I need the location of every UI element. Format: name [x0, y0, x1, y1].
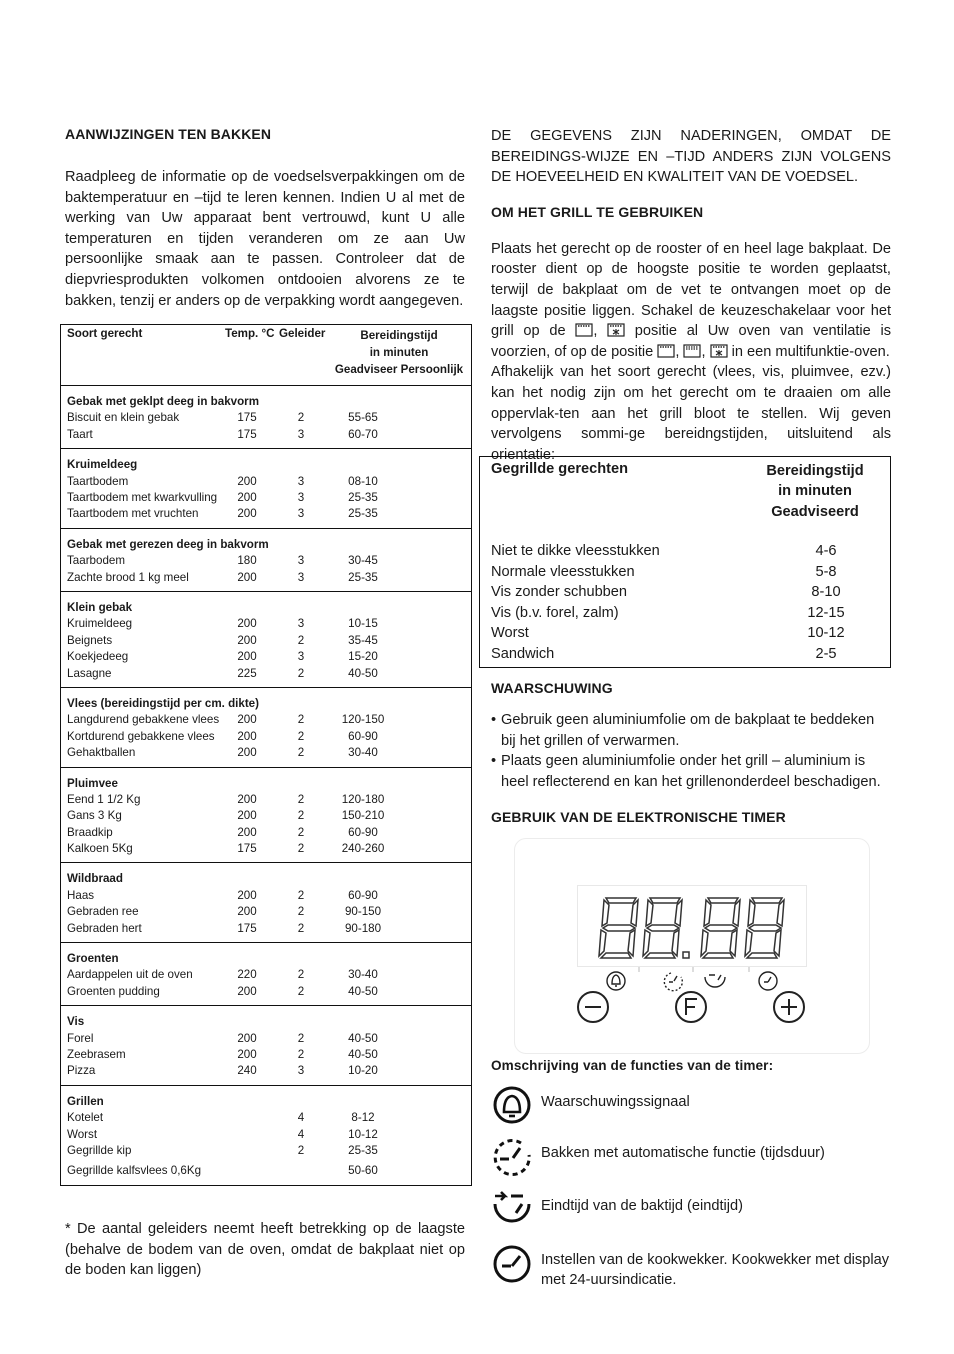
cell-temp: 180 — [237, 554, 257, 568]
minute-minder-icon — [491, 1244, 533, 1284]
function-text-bell: Waarschuwingssignaal — [541, 1094, 690, 1110]
cell-temp: 200 — [237, 713, 257, 727]
table-row — [61, 1031, 471, 1047]
grill-text-c: in een multifunktie-oven. — [731, 343, 890, 360]
cell-dish: Taartbodem — [67, 474, 129, 488]
timer-display — [577, 885, 807, 967]
cell-geleider: 3 — [297, 427, 305, 441]
grill-time: 8-10 — [811, 584, 841, 600]
header-geleider: Geleider — [279, 327, 326, 340]
cell-dish: Kotelet — [67, 1111, 104, 1125]
grill-dish: Niet te dikke vleesstukken — [491, 543, 660, 559]
baking-table — [60, 324, 472, 1186]
cell-temp: 200 — [237, 1048, 257, 1062]
cell-geleider: 3 — [297, 617, 305, 631]
table-row — [61, 745, 471, 761]
cell-temp: 200 — [237, 792, 257, 806]
baking-heading: AANWIJZINGEN TEN BAKKEN — [65, 126, 272, 142]
cell-dish: Gebraden hert — [67, 921, 142, 935]
group-title: Gebak met gerezen deeg in bakvorm — [67, 537, 269, 551]
cell-geleider: 2 — [297, 729, 305, 743]
table-row — [61, 841, 471, 857]
group-title: Groenten — [67, 952, 119, 966]
cell-geleider: 2 — [297, 1031, 305, 1045]
cell-temp: 200 — [237, 617, 257, 631]
cell-temp: 200 — [237, 650, 257, 664]
header-soort: Soort gerecht — [67, 327, 143, 340]
cell-dish: Zeebrasem — [67, 1048, 126, 1062]
cell-dish: Gegrillde kalfsvlees 0,6Kg — [67, 1164, 202, 1178]
grill-time: 10-12 — [807, 625, 845, 641]
cell-dish: Kalkoen 5Kg — [67, 842, 133, 856]
cell-temp: 240 — [237, 1064, 257, 1078]
cell-temp: 200 — [237, 905, 257, 919]
cell-dish: Aardappelen uit de oven — [67, 968, 193, 982]
grill-paragraph-2: Afhakelijk van het soort gerecht (vlees, vis, pluimvee, ezv.) kan het nodig zijn om het gerecht om te draaien om alle oppervlak-ten aan het grill bloot te stellen. Wij geven vervolgens sommi-ge bereidngstijden, uitsluitend als orientatie: — [491, 364, 891, 463]
warning-heading: WAARSCHUWING — [491, 680, 613, 696]
cell-time: 240-260 — [341, 842, 385, 856]
cell-time: 120-180 — [341, 792, 385, 806]
cell-time: 60-90 — [348, 729, 378, 743]
right-column — [491, 126, 891, 465]
cell-geleider: 2 — [297, 825, 305, 839]
table-group — [61, 591, 471, 687]
table-row — [61, 712, 471, 728]
table-group — [61, 1005, 471, 1085]
function-text-minute-minder: Instellen van de kookwekker. Kookwekker met display met 24-uursindicatie. — [541, 1252, 889, 1289]
cell-geleider: 2 — [297, 809, 305, 823]
baking-table-header — [61, 325, 471, 386]
grill-rows — [491, 541, 881, 664]
plus-button[interactable] — [771, 989, 807, 1025]
cell-temp: 200 — [237, 825, 257, 839]
table-row — [61, 427, 471, 443]
cell-temp: 175 — [237, 842, 257, 856]
double-grill-icon — [683, 344, 701, 358]
left-column — [65, 126, 465, 311]
cell-geleider: 4 — [297, 1127, 305, 1141]
group-title: Vis — [67, 1015, 85, 1029]
cell-time: 150-210 — [341, 809, 385, 823]
baking-groups — [61, 386, 471, 1185]
cell-temp: 200 — [237, 984, 257, 998]
table-row — [61, 506, 471, 522]
cell-time: 25-35 — [348, 507, 378, 521]
grill-row — [491, 623, 881, 644]
group-title: Klein gebak — [67, 600, 133, 614]
minus-button[interactable] — [575, 989, 611, 1025]
cell-geleider: 2 — [297, 792, 305, 806]
grill-icon-2 — [657, 344, 675, 358]
cell-temp: 200 — [237, 570, 257, 584]
grill-header-time-1: Bereidingstijd — [766, 463, 864, 479]
grill-header-time-3: Geadviseerd — [771, 503, 859, 520]
grill-header-dish: Gegrillde gerechten — [491, 461, 629, 477]
table-row — [61, 570, 471, 586]
grill-dish: Vis zonder schubben — [491, 584, 628, 600]
table-group — [61, 1085, 471, 1185]
cell-geleider: 2 — [297, 1048, 305, 1062]
cell-time: 08-10 — [348, 474, 378, 488]
table-row — [61, 1063, 471, 1079]
grill-paragraph: Plaats het gerecht op de rooster of en heel lage bakplaat. De rooster dient op de hoogste positie te worden geplaatst, terwijl de bakplaat om de vet te ontvangen moet op de laagste positie liggen. Schakel de keuzeschakelaar voor het grill op de , positie al Uw oven van ventilatie is voorzien, of op de positie , , in een multifunktie-oven. Afhakelijk van het soort gerecht (vlees, vis, pluimvee, ezv.) kan het nodig zijn om het gerecht om te draaien om alle oppervlak-ten aan het grill bloot te stellen. Wij geven vervolgens sommi-ge bereidngstijden, uitsluitend als orientatie: — [491, 239, 891, 466]
cell-geleider: 3 — [297, 1064, 305, 1078]
cell-geleider: 2 — [297, 713, 305, 727]
cell-geleider: 2 — [297, 968, 305, 982]
cell-geleider: 2 — [297, 666, 305, 680]
group-title: Pluimvee — [67, 776, 118, 790]
cell-dish: Gehaktballen — [67, 746, 136, 760]
grill-time: 5-8 — [815, 563, 837, 580]
timer-heading: GEBRUIK VAN DE ELEKTRONISCHE TIMER — [491, 809, 786, 825]
grill-icon — [575, 323, 593, 337]
cell-temp: 200 — [237, 474, 257, 488]
cell-geleider: 2 — [297, 411, 305, 425]
cell-dish: Koekjedeeg — [67, 650, 129, 664]
group-title: Vlees (bereidingstijd per cm. dikte) — [67, 696, 259, 710]
table-row — [61, 1127, 471, 1143]
table-row — [61, 616, 471, 632]
cell-temp: 175 — [237, 411, 257, 425]
cell-temp: 200 — [237, 1031, 257, 1045]
table-group — [61, 862, 471, 942]
group-title: Gebak met geklpt deeg in bakvorm — [67, 395, 259, 408]
table-row — [61, 490, 471, 506]
cell-geleider: 3 — [297, 570, 305, 584]
table-row — [61, 649, 471, 665]
bell-icon — [491, 1086, 533, 1126]
grill-text-b: positie al Uw oven van ventilatie is voorzien, of op de positie — [491, 323, 891, 360]
table-row — [61, 825, 471, 841]
cell-dish: Taarbodem — [67, 554, 126, 568]
header-temp: Temp. °C — [225, 327, 275, 340]
grill-row — [491, 541, 881, 562]
cell-time: 40-50 — [348, 666, 378, 680]
group-title: Grillen — [67, 1094, 104, 1108]
cell-time: 40-50 — [348, 984, 378, 998]
grill-table — [479, 456, 891, 668]
cell-time: 60-90 — [348, 825, 378, 839]
cell-time: 10-20 — [348, 1064, 378, 1078]
grill-text-a: Plaats het gerecht op de rooster of en heel lage bakplaat. De rooster dient op de hoogste positie te worden geplaatst, terwijl de bakplaat om de vet te ontvangen moet op de laagste positie liggen. Schakel de keuzeschakelaar voor het grill op de — [491, 240, 891, 340]
cell-geleider: 3 — [297, 650, 305, 664]
cell-dish: Haas — [67, 888, 95, 902]
cell-dish: Lasagne — [67, 666, 112, 680]
table-row — [61, 1143, 471, 1159]
header-tijd-line1: Bereidingstijd — [360, 329, 438, 342]
cell-dish: Zachte brood 1 kg meel — [67, 570, 189, 584]
header-tijd — [329, 327, 469, 378]
cell-temp: 200 — [237, 633, 257, 647]
header-tijd-line2: in minuten — [369, 346, 429, 359]
cell-geleider: 2 — [297, 905, 305, 919]
table-row — [61, 1047, 471, 1063]
grill-row — [491, 603, 881, 624]
cell-time: 40-50 — [348, 1048, 378, 1062]
cell-geleider: 2 — [297, 984, 305, 998]
cell-time: 50-60 — [348, 1164, 378, 1178]
timer-panel — [514, 838, 870, 1054]
cell-dish: Kortdurend gebakkene vlees — [67, 729, 215, 743]
cell-dish: Gegrillde kip — [67, 1144, 132, 1157]
cell-time: 90-150 — [344, 905, 382, 919]
cell-time: 120-150 — [341, 713, 385, 727]
cell-dish: Kruimeldeeg — [67, 617, 133, 631]
cell-dish: Worst — [67, 1127, 98, 1141]
cell-time: 8-12 — [351, 1111, 375, 1125]
grill-dish: Worst — [491, 625, 529, 641]
grill-dish: Normale vleesstukken — [491, 563, 635, 580]
cell-temp: 200 — [237, 507, 257, 521]
table-row — [61, 792, 471, 808]
cell-dish: Forel — [67, 1031, 94, 1045]
grill-dish: Vis (b.v. forel, zalm) — [491, 604, 619, 621]
grill-row — [491, 644, 881, 665]
header-tijd-line3: Geadviseer Persoonlijk — [334, 363, 464, 376]
grill-time: 2-5 — [815, 645, 837, 662]
cell-temp: 200 — [237, 729, 257, 743]
cell-temp: 200 — [237, 888, 257, 902]
cell-dish: Pizza — [67, 1064, 96, 1078]
cell-geleider: 3 — [297, 507, 305, 521]
functions-heading: Omschrijving van de functies van de timer: — [491, 1058, 774, 1073]
timer-functions — [491, 1058, 891, 1289]
cell-time: 60-90 — [348, 888, 378, 902]
table-row — [61, 633, 471, 649]
cell-geleider: 2 — [297, 888, 305, 902]
group-title: Kruimeldeeg — [67, 458, 138, 472]
grill-header-time — [740, 461, 890, 522]
cell-dish: Langdurend gebakkene vlees — [67, 713, 220, 727]
grill-heading: OM HET GRILL TE GEBRUIKEN — [491, 203, 704, 220]
cell-dish: Taartbodem met kwarkvulling — [67, 490, 218, 504]
cell-time: 10-15 — [348, 617, 378, 631]
cell-time: 40-50 — [348, 1031, 378, 1045]
cell-geleider: 2 — [297, 1144, 305, 1157]
baking-intro: Raadpleeg de informatie op de voedselsverpakkingen om de baktemperatuur en –tijd te leren kennen. Indien U al met de werking van Uw apparaat bent vertrouwd, kunt U alle temperaturen en tijden veranderen om ze aan Uw persoonlijke smaak aan te passen. Controleer dat de diepvriesprodukten volkomen ontdooien alvorens ze te bakken, tenzij er anders op de verpakking wordt aangegeven. — [65, 169, 465, 309]
cell-dish: Gans 3 Kg — [67, 809, 122, 823]
grill-time: 12-15 — [807, 604, 845, 621]
cell-geleider: 2 — [297, 633, 305, 647]
cell-dish: Eend 1 1/2 Kg — [67, 792, 141, 806]
cell-time: 25-35 — [348, 570, 378, 584]
table-group — [61, 386, 471, 448]
group-title: Wildbraad — [67, 872, 123, 886]
fan-grill-icon-2 — [710, 344, 728, 358]
cell-dish: Gebraden ree — [67, 905, 139, 919]
table-row — [61, 808, 471, 824]
table-row — [61, 474, 471, 490]
cell-time: 15-20 — [348, 650, 378, 664]
duration-icon — [491, 1137, 533, 1177]
function-button[interactable] — [673, 989, 709, 1025]
table-row — [61, 984, 471, 1000]
cell-dish: Groenten pudding — [67, 984, 160, 998]
table-row — [61, 904, 471, 920]
grill-row — [491, 562, 881, 583]
table-row — [61, 729, 471, 745]
cell-geleider: 4 — [297, 1111, 305, 1125]
cell-time: 25-35 — [348, 1144, 378, 1157]
function-text-duration: Bakken met automatische functie (tijdsduur) — [541, 1145, 825, 1161]
table-row — [61, 666, 471, 682]
cell-time: 55-65 — [348, 411, 378, 425]
table-row — [61, 410, 471, 426]
table-group — [61, 767, 471, 863]
warning-text-1: Gebruik geen aluminiumfolie om de bakplaat te beddeken bij het grillen of verwarmen. — [501, 712, 875, 749]
cell-geleider: 3 — [297, 474, 305, 488]
warning-text-2: Plaats geen aluminiumfolie onder het grill – aluminium is heel reflecterend en kan het grillenonderdeel beschadigen. — [501, 753, 881, 790]
cell-geleider: 2 — [297, 921, 305, 935]
warning-list — [491, 710, 891, 792]
function-text-end-time: Eindtijd van de baktijd (eindtijd) — [541, 1198, 743, 1214]
cell-geleider: 2 — [297, 842, 305, 856]
cell-temp: 200 — [237, 809, 257, 823]
cell-time: 60-70 — [348, 427, 378, 441]
cell-temp: 220 — [237, 968, 257, 982]
cell-temp: 200 — [237, 490, 257, 504]
cell-time: 30-45 — [348, 554, 378, 568]
cell-time: 25-35 — [348, 490, 378, 504]
cell-dish: Taart — [67, 427, 93, 441]
table-row — [61, 1163, 471, 1179]
cell-geleider: 2 — [297, 746, 305, 760]
cell-temp: 200 — [237, 746, 257, 760]
cell-time: 30-40 — [348, 968, 378, 982]
cell-dish: Beignets — [67, 633, 113, 647]
cell-time: 30-40 — [348, 746, 378, 760]
table-row — [61, 921, 471, 937]
cell-dish: Braadkip — [67, 825, 113, 839]
cell-dish: Taartbodem met vruchten — [67, 507, 199, 521]
grill-time: 4-6 — [815, 543, 837, 559]
table-row — [61, 967, 471, 983]
table-row — [61, 1110, 471, 1126]
table-group — [61, 942, 471, 1005]
table-row — [61, 888, 471, 904]
cell-dish: Biscuit en klein gebak — [67, 411, 180, 425]
warning-item: • Plaats geen aluminiumfolie onder het grill – aluminium is heel reflecterend en kan het grillenonderdeel beschadigen. — [491, 753, 881, 790]
seven-segment-display — [578, 886, 806, 966]
grill-header-time-2: in minuten — [778, 483, 852, 500]
cell-geleider: 3 — [297, 490, 305, 504]
cell-temp: 175 — [237, 427, 257, 441]
table-row — [61, 553, 471, 569]
intro-caps: DE GEGEVENS ZIJN NADERINGEN, OMDAT DE BEREIDINGS-WIJZE EN –TIJD ANDERS ZIJN VOLGENS DE HOEVEELHEID EN KWALITEIT VAN DE VOEDSEL. — [491, 128, 891, 186]
footnote: * De aantal geleiders neemt heeft betrekking op de laagste (behalve de bodem van de oven, omdat de bakplaat niet op de boden kan liggen) — [65, 1221, 465, 1279]
end-time-icon — [491, 1190, 533, 1230]
cell-temp: 175 — [237, 921, 257, 935]
table-group — [61, 687, 471, 767]
grill-row — [491, 582, 881, 603]
cell-temp: 225 — [237, 666, 257, 680]
cell-time: 35-45 — [348, 633, 378, 647]
cell-geleider: 3 — [297, 554, 305, 568]
grill-dish: Sandwich — [491, 645, 555, 662]
table-group — [61, 448, 471, 528]
table-group — [61, 528, 471, 591]
cell-time: 90-180 — [344, 921, 382, 935]
warning-item: • Gebruik geen aluminiumfolie om de bakplaat te beddeken bij het grillen of verwarmen. — [491, 712, 875, 749]
cell-time: 10-12 — [348, 1127, 378, 1141]
fan-grill-icon — [607, 323, 625, 337]
